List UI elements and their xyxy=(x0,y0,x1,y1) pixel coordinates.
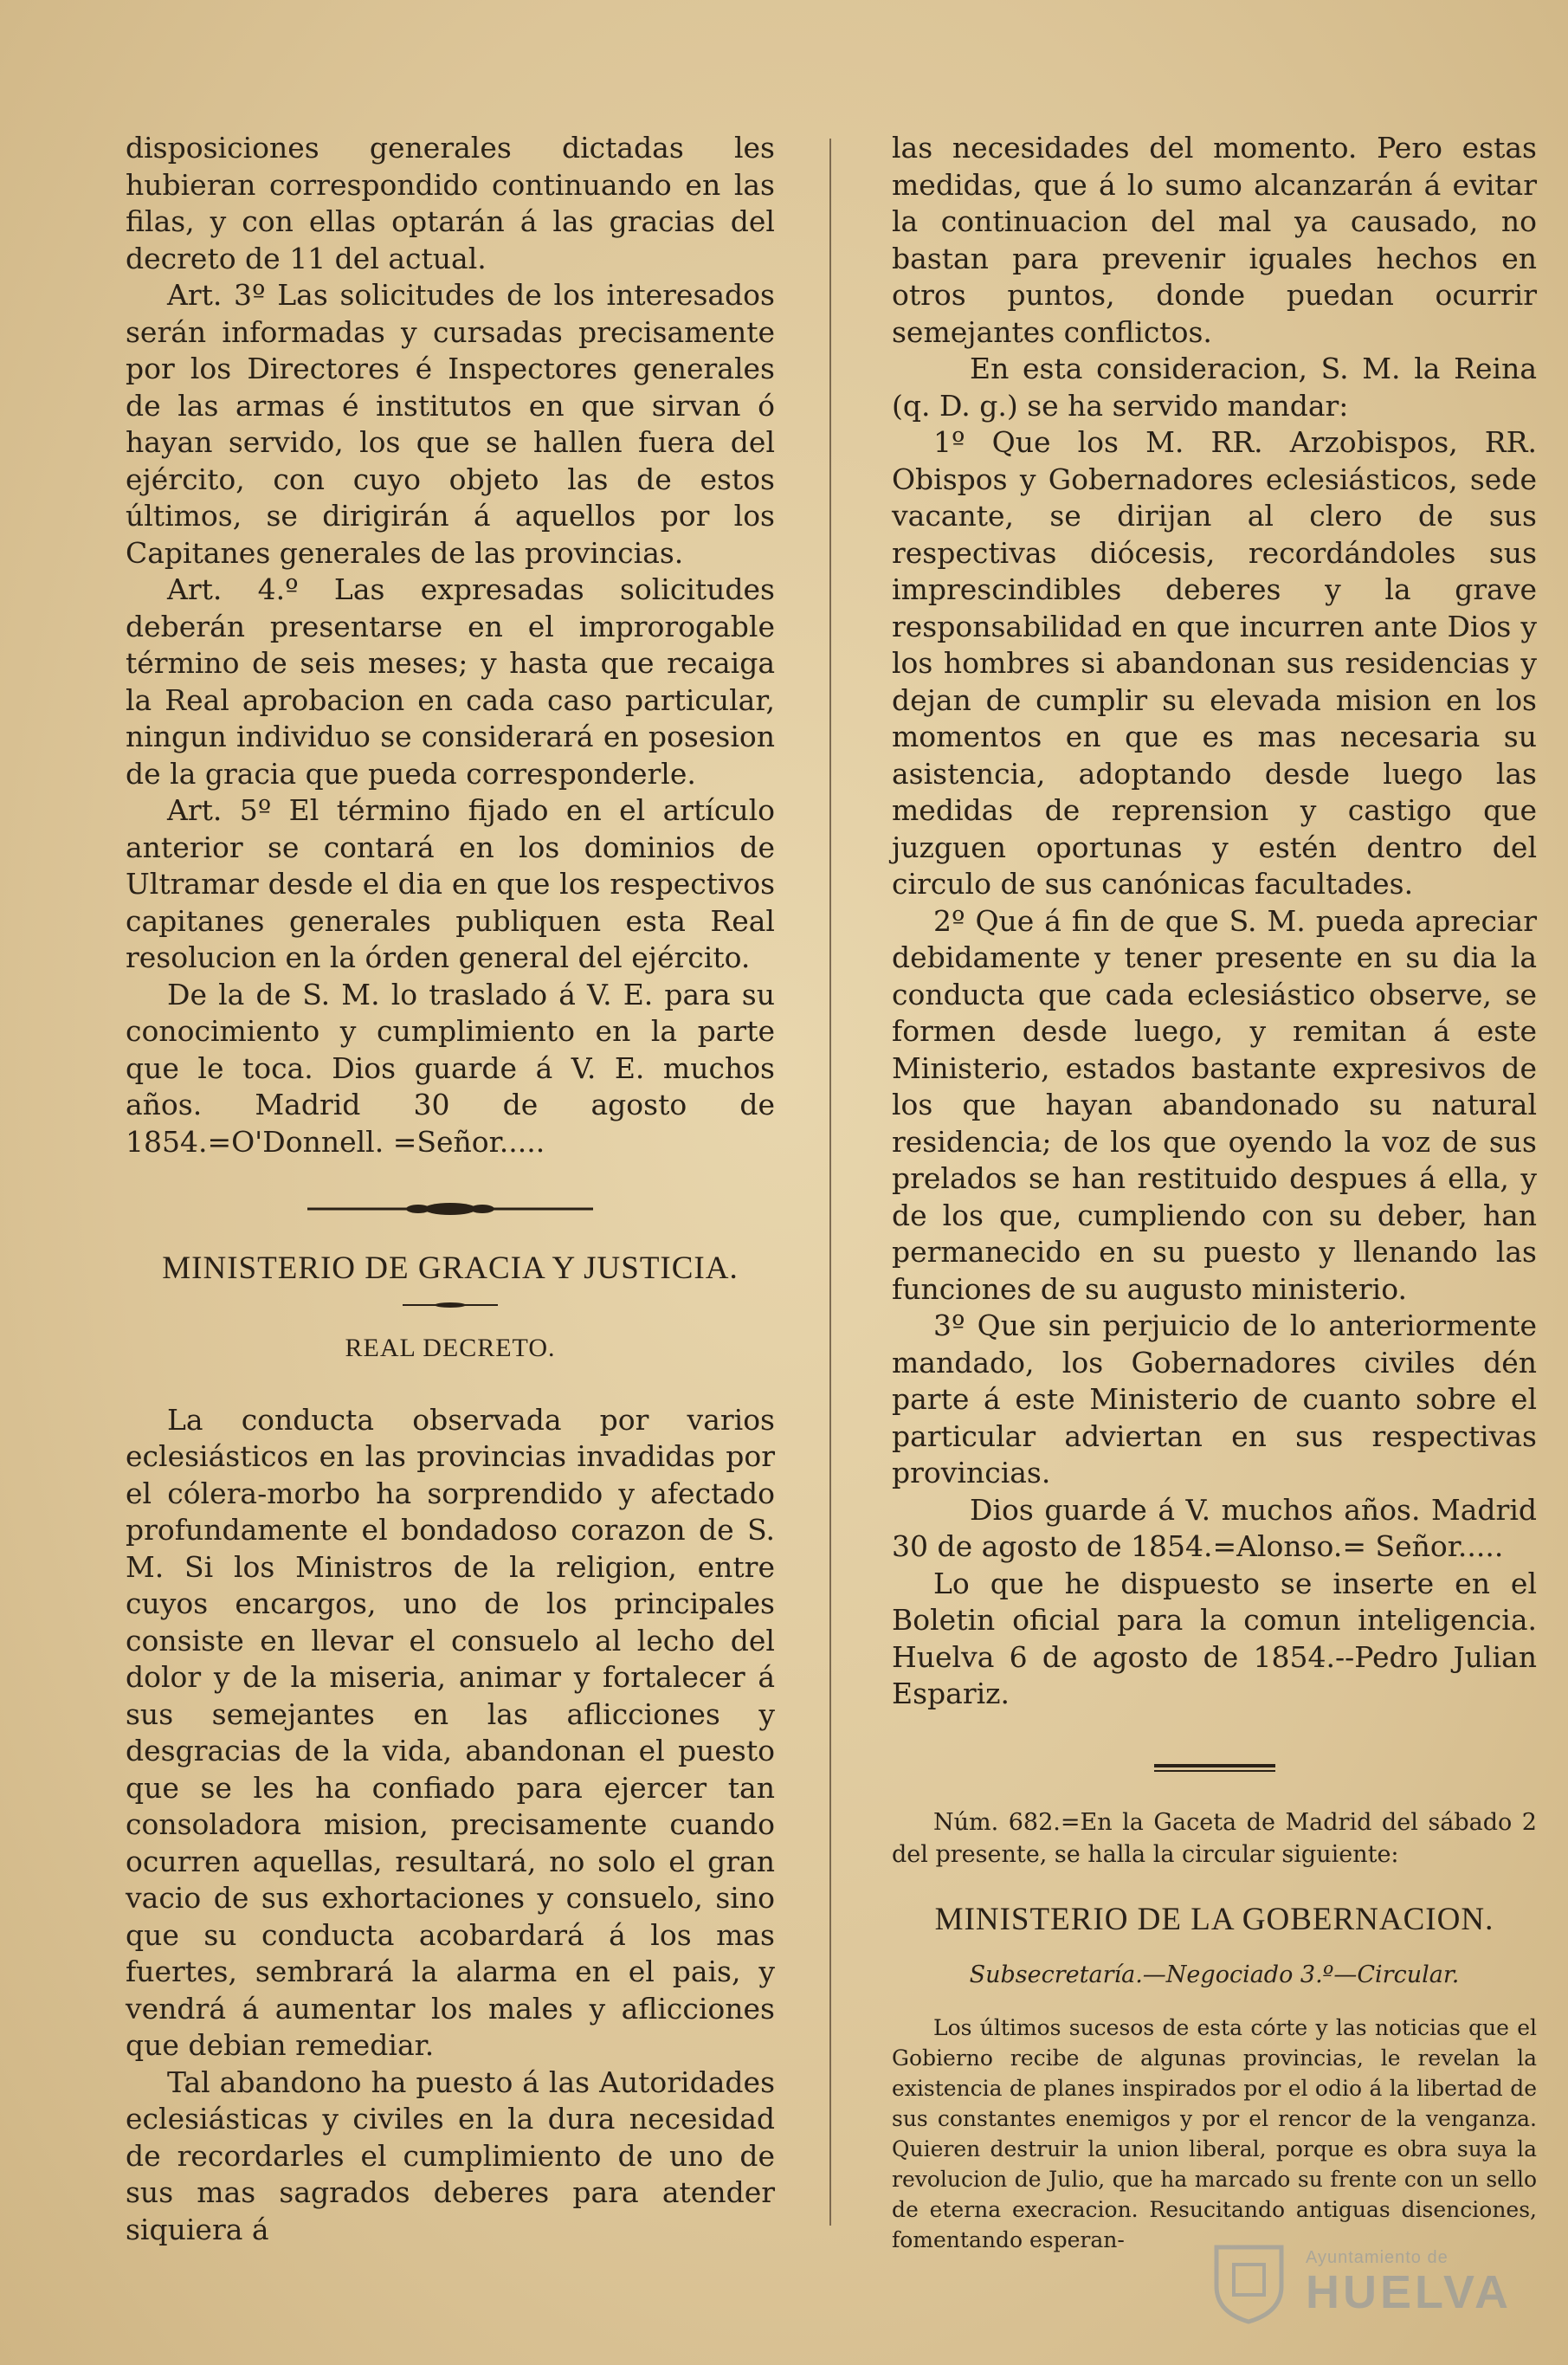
shield-icon xyxy=(1208,2239,1290,2325)
item-3: 3º Que sin perjuicio de lo anteriormente mandado, los Gobernadores civiles dén parte á este Ministerio de cuanto sobre el particular adviertan en sus respectivas provincias. xyxy=(892,1309,1537,1489)
closing-paragraph: De la de S. M. lo traslado á V. E. para su conocimiento y cumplimiento en la parte que le toca. Dios guarde á V. E. muchos años. Madrid 30 de agosto de 1854.=O'Donnell. =Señor..... xyxy=(126,977,775,1159)
closing-paragraph: Lo que he dispuesto se inserte en el Boletin oficial para la comun inteligencia. Huelva 6 de agosto de 1854.--Pedro Julian Espariz. xyxy=(892,1566,1537,1710)
paragraph: las necesidades del momento. Pero estas medidas, que á lo sumo alcanzarán á evitar la continuacion del mal ya causado, no bastan para prevenir iguales hechos en otros puntos, donde puedan ocurrir semejantes conflictos. xyxy=(892,131,1537,349)
watermark-line1: Ayuntamiento de xyxy=(1306,2247,1449,2267)
notice: Núm. 682.=En la Gaceta de Madrid del sábado 2 del presente, se halla la circular siguiente: xyxy=(892,1808,1537,1868)
section-title: MINISTERIO DE LA GOBERNACION. xyxy=(934,1901,1494,1937)
decree-paragraph: La conducta observada por varios eclesiásticos en las provincias invadidas por el cólera-morbo ha sorprendido y afectado profundamente el bondadoso corazon de S. M. Si los Ministros de la religion, entre cuyos encargos, uno de los principales consiste en llevar el consuelo al lecho del dolor y de la miseria, animar y fortalecer á sus semejantes en las aflicciones y desgracias de la vida, abandonan el puesto que se les ha confiado para ejercer tan consoladora mision, precisamente cuando ocurren aquellas, resultará, no solo el gran vacio de sus exhortaciones y consuelo, sino que su conducta acobardará á los mas fuertes, sembrará la alarma en el pais, y vendrá á aumentar los males y aflicciones que debian remediar. xyxy=(126,1402,775,2062)
short-divider xyxy=(892,1760,1537,1777)
article-4: Art. 4.º Las expresadas solicitudes deberán presentarse en el improrogable término de seis meses; y hasta que recaiga la Real aprobacion en cada caso particular, ningun individuo se considerará en posesion de la gracia que pueda corresponderle. xyxy=(126,572,775,791)
signature-line: Dios guarde á V. muchos años. Madrid 30 de agosto de 1854.=Alonso.= Señor..... xyxy=(892,1492,1537,1563)
section-title: MINISTERIO DE GRACIA Y JUSTICIA. xyxy=(162,1250,739,1286)
subsection-title: Subsecretaría.—Negociado 3.º—Circular. xyxy=(969,1961,1460,1988)
mini-divider xyxy=(126,1301,775,1309)
circular-paragraph: Los últimos sucesos de esta córte y las noticias que el Gobierno recibe de algunas provincias, le revelan la existencia de planes inspirados por el odio á la libertad de sus constantes enemigos y por el rencor de la venganza. Quieren destruir la union liberal, porque es obra suya la revolucion de Julio, que ha marcado su frente con un sello de eterna execracion. Resucitando antiguas disenciones, fomentando esperan- xyxy=(892,2015,1537,2252)
article-5: Art. 5º El término fijado en el artículo anterior se contará en los dominios de Ultramar desde el dia en que los respectivos capitanes generales publiquen esta Real resolucion en la órden general del ejército. xyxy=(126,793,775,974)
subtitle: REAL DECRETO. xyxy=(345,1334,556,1362)
ornamental-divider xyxy=(126,1200,775,1218)
item-2: 2º Que á fin de que S. M. pueda apreciar debidamente y tener presente en su dia la conducta que cada eclesiástico observe, se formen desde luego, y remitan á este Ministerio, estados bastante expresivos de los que hayan abandonado su natural residencia; de los que oyendo la voz de sus prelados se han restituido despues á ella, y de los que, cumpliendo con su deber, han permanecido en su puesto y llenando las funciones de su augusto ministerio. xyxy=(892,903,1537,1306)
left-column xyxy=(126,130,775,2248)
decree-paragraph: Tal abandono ha puesto á las Autoridades eclesiásticas y civiles en la dura necesidad de recordarles el cumplimiento de uno de sus mas sagrados deberes para atender siquiera á xyxy=(126,2065,775,2246)
watermark-line2: HUELVA xyxy=(1306,2265,1512,2318)
item-1: 1º Que los M. RR. Arzobispos, RR. Obispos y Gobernadores eclesiásticos, sede vacante, se dirijan al clero de sus respectivas diócesis, recordándoles sus imprescindibles deberes y la grave responsabilidad en que incurren ante Dios y los hombres si abandonan sus residencias y dejan de cumplir su elevada mision en los momentos en que es mas necesaria su asistencia, adoptando desde luego las medidas de reprension y castigo que juzguen oportunas y estén dentro del circulo de sus canónicas facultades. xyxy=(892,425,1537,901)
article-3: Art. 3º Las solicitudes de los interesados serán informadas y cursadas precisamente por los Directores é Inspectores generales de las armas é institutos en que sirvan ó hayan servido, los que se hallen fuera del ejército, con cuyo objeto las de estos últimos, se dirigirán á aquellos por los Capitanes generales de las provincias. xyxy=(126,278,775,570)
watermark xyxy=(1208,2234,1520,2329)
column-separator xyxy=(829,139,831,2226)
paragraph: En esta consideracion, S. M. la Reina (q. D. g.) se ha servido mandar: xyxy=(892,352,1537,423)
paragraph: disposiciones generales dictadas les hubieran correspondido continuando en las filas, y con ellas optarán á las gracias del decreto de 11 del actual. xyxy=(126,131,775,275)
right-column xyxy=(892,130,1537,2255)
